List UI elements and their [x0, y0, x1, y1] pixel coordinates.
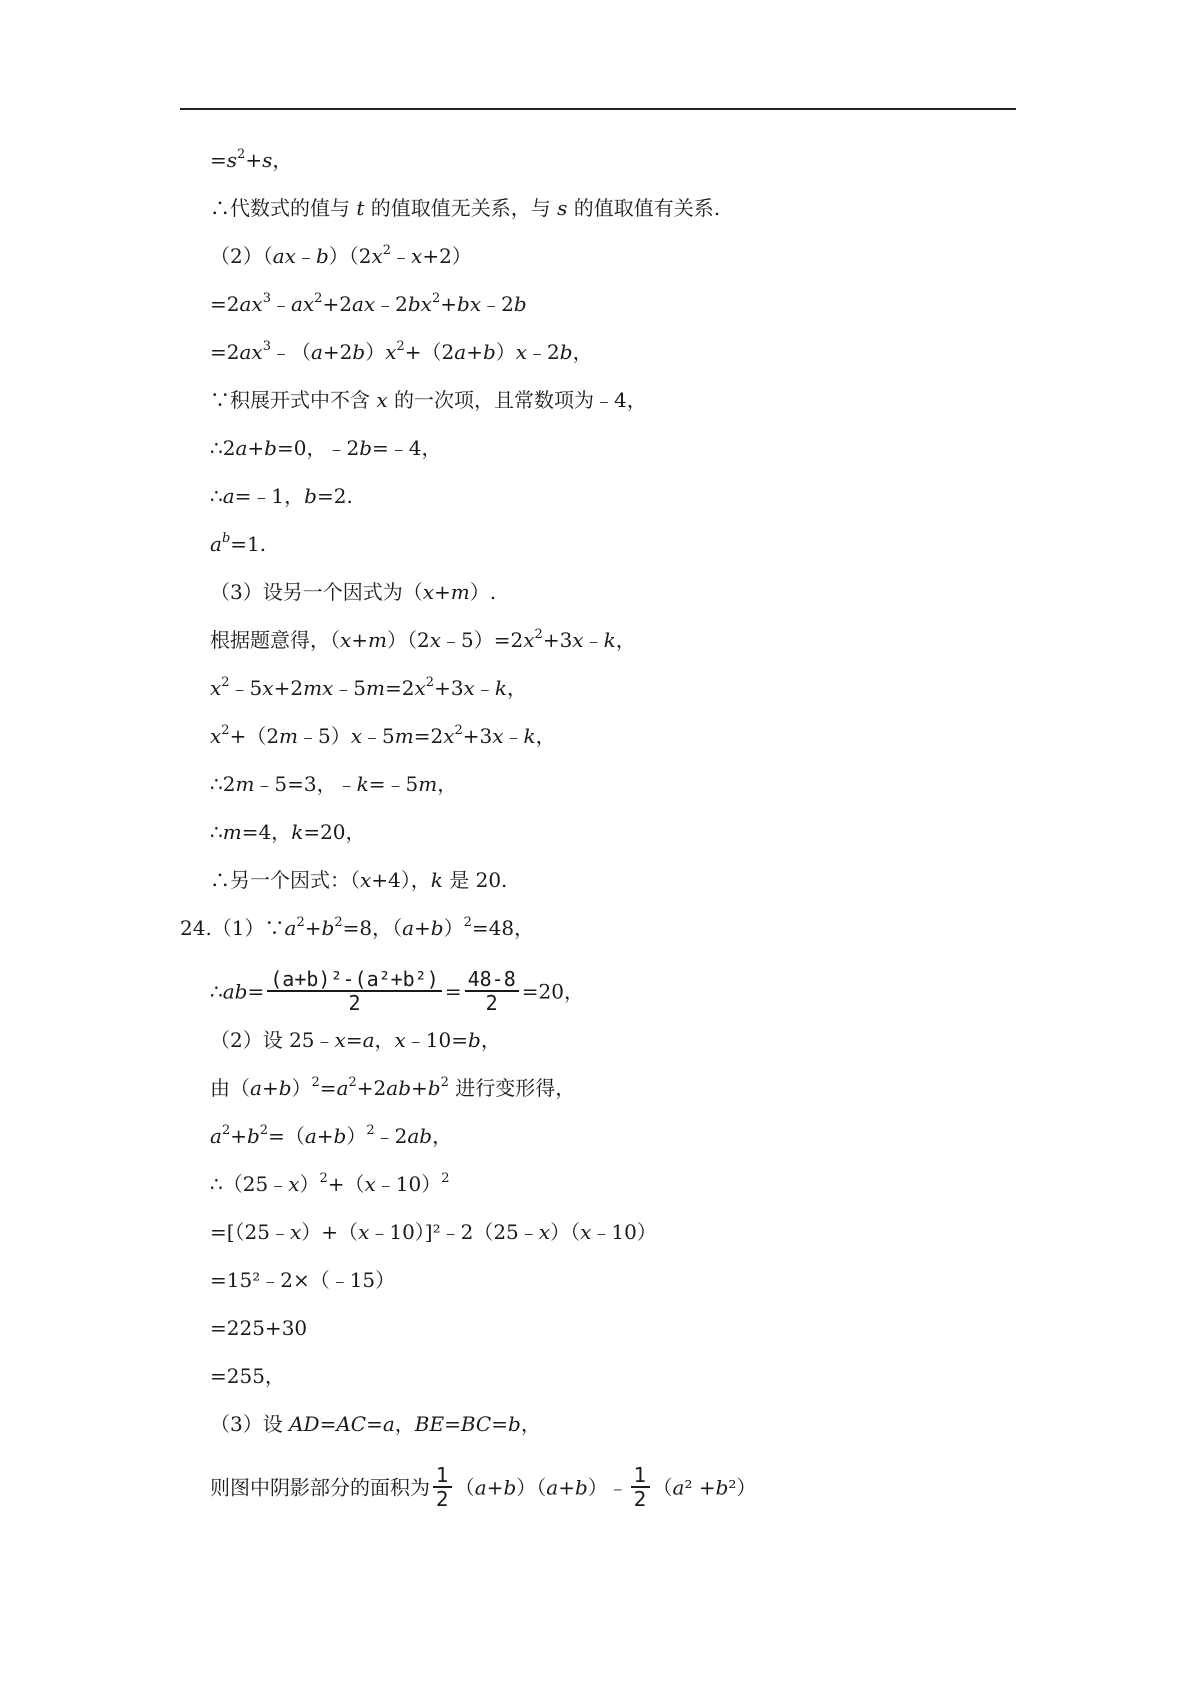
text-segment: =: [319, 1412, 337, 1436]
text-segment: x: [364, 1172, 376, 1196]
text-segment: s: [557, 196, 568, 220]
fraction: [433, 1464, 452, 1510]
fraction: [631, 1464, 650, 1510]
text-line: [210, 866, 507, 894]
text-segment: =8，（: [342, 916, 403, 940]
text-segment: ab: [407, 1124, 433, 1148]
text-segment: x: [422, 580, 435, 604]
text-segment: a: [310, 340, 323, 364]
text-segment: =4，: [241, 820, 292, 844]
text-segment: ax: [290, 292, 315, 316]
text-segment: k: [430, 868, 443, 892]
text-segment: BC: [460, 1412, 492, 1436]
superscript: b: [221, 531, 231, 546]
text-segment: +2: [322, 340, 353, 364]
text-segment: a: [546, 1475, 559, 1500]
text-line: [210, 722, 556, 750]
text-segment: bx: [407, 292, 432, 316]
text-line: [210, 770, 457, 798]
text-segment: ）+（: [301, 1220, 359, 1244]
fraction-denominator: 2: [485, 991, 498, 1015]
text-segment: b: [304, 484, 317, 508]
text-line: [210, 967, 584, 1016]
text-line: [210, 1074, 575, 1102]
text-segment: a: [672, 1475, 685, 1500]
text-segment: ﹣10）: [591, 1220, 657, 1244]
text-segment: ∴2: [210, 436, 236, 460]
text-segment: ）（: [550, 1220, 581, 1244]
superscript: 2: [237, 147, 246, 162]
text-line: [210, 290, 527, 318]
fraction-denominator: 2: [633, 1487, 647, 1511]
text-segment: ﹣5=3，﹣: [254, 772, 357, 796]
text-segment: x: [394, 1028, 406, 1052]
text-segment: x: [350, 724, 363, 748]
text-segment: +2: [356, 1076, 387, 1100]
text-segment: =0，﹣2: [276, 436, 360, 460]
text-segment: ）: [495, 340, 516, 364]
text-segment: ，: [437, 772, 458, 796]
text-segment: ﹣10）]²﹣2（25﹣: [369, 1220, 539, 1244]
text-segment: +: [558, 1475, 575, 1500]
text-segment: b: [574, 1475, 588, 1500]
text-segment: b: [482, 340, 496, 364]
superscript: 2: [382, 243, 392, 258]
superscript: 2: [463, 915, 472, 930]
text-segment: =20，: [303, 820, 366, 844]
text-line: [210, 1266, 395, 1294]
superscript: 2: [259, 1123, 269, 1138]
text-segment: ∵积展开式中不含: [210, 388, 377, 412]
text-segment: =20，: [521, 979, 584, 1004]
fraction-denominator: 2: [436, 1487, 449, 1511]
text-segment: 是 20.: [442, 868, 508, 892]
text-segment: +3: [462, 724, 493, 748]
text-segment: b: [468, 1028, 481, 1052]
text-segment: ²）: [728, 1475, 757, 1500]
text-line: [210, 338, 593, 366]
text-segment: +: [351, 628, 369, 652]
text-segment: m: [418, 772, 438, 796]
text-segment: ﹣5: [229, 676, 263, 700]
text-segment: ）﹣: [587, 1475, 628, 1500]
text-segment: ，: [535, 724, 556, 748]
text-segment: ﹣10=: [405, 1028, 469, 1052]
fraction-denominator: 2: [348, 991, 361, 1015]
text-segment: x: [340, 628, 352, 652]
text-segment: b: [427, 1076, 441, 1100]
text-segment: a: [336, 1076, 349, 1100]
text-segment: b: [246, 1124, 260, 1148]
text-segment: +: [261, 1076, 279, 1100]
text-segment: +: [247, 436, 265, 460]
text-line: [210, 482, 353, 510]
text-segment: m: [222, 820, 242, 844]
text-segment: b: [333, 1124, 347, 1148]
superscript: 2: [221, 1123, 231, 1138]
text-segment: =2: [413, 724, 444, 748]
text-segment: a: [382, 1412, 395, 1436]
text-segment: a: [210, 1124, 222, 1148]
text-segment: ）: [291, 1076, 312, 1100]
text-segment: ﹣5）: [298, 724, 351, 748]
text-segment: x: [210, 676, 222, 700]
text-segment: +2: [273, 676, 304, 700]
text-segment: x: [290, 1220, 302, 1244]
fraction: [465, 968, 519, 1014]
text-segment: x: [463, 676, 475, 700]
text-segment: b: [503, 1475, 517, 1500]
superscript: 2: [221, 723, 230, 738]
text-segment: +: [440, 292, 458, 316]
text-segment: ∴: [210, 979, 223, 1004]
superscript: 2: [221, 675, 230, 690]
text-segment: =2: [210, 292, 240, 316]
text-segment: x: [262, 676, 274, 700]
text-segment: =﹣4，: [372, 436, 442, 460]
text-segment: =（: [268, 1124, 305, 1148]
superscript: 2: [441, 1171, 450, 1186]
text-segment: 进行变形得，: [448, 1076, 576, 1100]
text-segment: 则图中阴影部分的面积为: [210, 1475, 430, 1500]
text-segment: ax: [351, 292, 376, 316]
text-segment: ∴: [210, 820, 223, 844]
superscript: 2: [366, 1123, 375, 1138]
text-segment: bx: [457, 292, 482, 316]
text-segment: BE: [414, 1412, 445, 1436]
superscript: 2: [440, 1075, 449, 1090]
text-segment: =: [319, 1076, 337, 1100]
superscript: 2: [311, 1075, 320, 1090]
superscript: 3: [262, 339, 271, 354]
text-segment: +: [316, 1124, 334, 1148]
text-segment: b: [352, 340, 366, 364]
text-line: [210, 1314, 307, 1342]
superscript: 2: [534, 627, 543, 642]
text-segment: =48，: [471, 916, 535, 940]
text-segment: m: [279, 724, 299, 748]
text-segment: +: [486, 1475, 504, 1500]
text-segment: x: [572, 628, 584, 652]
text-segment: ﹣2: [481, 292, 514, 316]
text-segment: ，: [506, 676, 527, 700]
text-segment: m: [368, 628, 388, 652]
header-rule: [180, 108, 1016, 110]
text-segment: x: [492, 724, 504, 748]
text-segment: +3: [542, 628, 573, 652]
text-segment: +2）: [422, 244, 472, 268]
text-segment: +4），: [371, 868, 431, 892]
text-segment: x: [414, 676, 426, 700]
text-segment: =﹣5: [368, 772, 419, 796]
text-segment: ，: [394, 1412, 415, 1436]
superscript: 2: [454, 723, 463, 738]
superscript: 2: [314, 291, 323, 306]
text-line: [210, 434, 441, 462]
text-segment: +: [411, 1076, 428, 1100]
text-line: [210, 1463, 757, 1512]
text-segment: ² +: [684, 1475, 716, 1500]
text-segment: 24.（1）∵: [180, 916, 285, 940]
text-segment: +: [434, 580, 451, 604]
text-line: [210, 1026, 501, 1054]
text-segment: ﹣（: [270, 340, 311, 364]
text-segment: m: [235, 772, 255, 796]
text-segment: 根据题意得，（: [210, 628, 340, 652]
text-segment: ﹣: [583, 628, 604, 652]
fraction-numerator: 48-8: [465, 968, 519, 992]
text-segment: ）: [365, 340, 386, 364]
text-segment: +: [414, 916, 431, 940]
text-segment: ﹣2: [527, 340, 560, 364]
text-segment: ﹣: [270, 292, 291, 316]
text-segment: a: [250, 1076, 262, 1100]
text-segment: x: [360, 868, 372, 892]
text-segment: +2: [322, 292, 352, 316]
text-segment: =: [345, 1028, 363, 1052]
text-segment: k: [356, 772, 369, 796]
text-segment: x: [429, 628, 442, 652]
text-segment: ﹣2: [375, 292, 408, 316]
text-segment: +（2: [229, 724, 280, 748]
text-segment: =: [247, 979, 265, 1004]
text-line: [210, 242, 472, 270]
text-segment: ﹣: [474, 676, 495, 700]
superscript: 2: [396, 339, 405, 354]
text-segment: mx: [303, 676, 334, 700]
text-segment: x: [288, 1172, 300, 1196]
text-segment: =: [444, 979, 462, 1004]
fraction-numerator: 1: [433, 1464, 452, 1488]
text-segment: 的一次项，且常数项为﹣4，: [387, 388, 647, 412]
text-line: [210, 1410, 541, 1438]
text-segment: x: [443, 724, 455, 748]
text-segment: a: [474, 1475, 487, 1500]
text-segment: ∴: [210, 484, 223, 508]
text-segment: ﹣5: [362, 724, 395, 748]
text-segment: m: [450, 580, 470, 604]
text-segment: =: [491, 1412, 508, 1436]
text-line: [210, 530, 266, 558]
text-segment: a: [210, 532, 222, 556]
text-segment: x: [538, 1220, 551, 1244]
text-segment: k: [494, 676, 507, 700]
text-segment: b: [359, 436, 372, 460]
text-segment: ，: [272, 148, 293, 172]
text-segment: ）（2: [387, 628, 430, 652]
text-line: [210, 1170, 450, 1198]
text-segment: ∴另一个因式：（: [210, 868, 360, 892]
text-segment: ，: [480, 1028, 501, 1052]
text-segment: （: [652, 1475, 673, 1500]
superscript: 2: [425, 675, 435, 690]
text-segment: x: [523, 628, 535, 652]
text-segment: a: [222, 484, 235, 508]
text-segment: ）（2: [328, 244, 372, 268]
text-segment: =: [210, 148, 227, 172]
text-segment: b: [315, 244, 329, 268]
text-segment: （2）设 25﹣: [210, 1028, 335, 1052]
text-segment: x: [210, 724, 222, 748]
superscript: 2: [296, 915, 305, 930]
text-segment: b: [278, 1076, 292, 1100]
text-segment: b: [430, 916, 444, 940]
text-segment: =: [444, 1412, 461, 1436]
text-line: [210, 1122, 452, 1150]
text-segment: a: [284, 916, 297, 940]
text-segment: =[（25﹣: [210, 1220, 291, 1244]
text-segment: s: [226, 148, 238, 172]
text-segment: x: [515, 340, 528, 364]
text-segment: =255，: [210, 1364, 285, 1388]
text-segment: ）: [346, 1124, 367, 1148]
text-segment: ）: [299, 1172, 320, 1196]
fraction-numerator: (a+b)²-(a²+b²): [267, 968, 442, 992]
text-segment: a: [235, 436, 248, 460]
text-line: [210, 626, 636, 654]
text-segment: b: [264, 436, 277, 460]
text-segment: （: [454, 1475, 475, 1500]
text-segment: +: [466, 340, 483, 364]
text-segment: x: [371, 244, 383, 268]
text-segment: =225+30: [210, 1316, 308, 1340]
text-segment: ab: [222, 979, 248, 1004]
text-segment: ax: [272, 244, 296, 268]
text-segment: 由（: [210, 1076, 250, 1100]
text-segment: AD: [289, 1412, 320, 1436]
text-segment: ﹣2: [374, 1124, 408, 1148]
text-segment: ∴代数式的值与: [210, 196, 357, 220]
text-segment: b: [559, 340, 573, 364]
text-segment: k: [603, 628, 616, 652]
text-segment: ，: [432, 1124, 453, 1148]
text-segment: ）（: [516, 1475, 547, 1500]
text-segment: =﹣1，: [234, 484, 305, 508]
text-segment: b: [508, 1412, 521, 1436]
text-segment: x: [376, 388, 388, 412]
text-segment: s: [262, 148, 273, 172]
text-line: [210, 578, 496, 606]
text-segment: +: [304, 916, 322, 940]
text-segment: +（: [327, 1172, 365, 1196]
text-segment: =1.: [230, 532, 267, 556]
text-segment: m: [366, 676, 386, 700]
superscript: 2: [334, 915, 343, 930]
text-segment: ﹣10）: [375, 1172, 442, 1196]
text-segment: ，: [374, 1028, 395, 1052]
text-segment: a: [402, 916, 415, 940]
superscript: 2: [431, 291, 441, 306]
text-segment: a: [362, 1028, 375, 1052]
text-segment: b: [715, 1475, 729, 1500]
text-line: [180, 914, 534, 942]
text-line: [210, 194, 720, 222]
text-segment: a: [304, 1124, 317, 1148]
text-segment: k: [523, 724, 536, 748]
text-segment: =2: [385, 676, 415, 700]
text-segment: 的值取值无关系，与: [364, 196, 558, 220]
text-segment: +（2: [404, 340, 455, 364]
text-segment: ，: [520, 1412, 541, 1436]
text-line: [210, 1362, 285, 1390]
fraction: [267, 968, 442, 1014]
text-segment: x: [385, 340, 397, 364]
text-segment: =: [366, 1412, 383, 1436]
text-segment: ）.: [469, 580, 497, 604]
text-segment: 的值取值有关系.: [567, 196, 721, 220]
text-segment: +: [245, 148, 263, 172]
text-segment: ax: [239, 292, 263, 316]
text-segment: ﹣: [295, 244, 316, 268]
text-segment: ）: [443, 916, 464, 940]
text-segment: ﹣5: [333, 676, 367, 700]
text-segment: （3）设: [210, 1412, 290, 1436]
text-segment: =2: [210, 340, 240, 364]
text-segment: =15²﹣2×（﹣15）: [210, 1268, 396, 1292]
text-segment: ﹣5）=2: [441, 628, 524, 652]
text-line: [210, 818, 366, 846]
text-segment: t: [356, 196, 365, 220]
superscript: 3: [262, 291, 271, 306]
text-segment: k: [291, 820, 304, 844]
text-segment: ，: [615, 628, 636, 652]
text-segment: （2）（: [210, 244, 273, 268]
text-segment: ab: [386, 1076, 411, 1100]
text-segment: +3: [434, 676, 464, 700]
text-segment: ax: [239, 340, 263, 364]
text-segment: AC: [336, 1412, 367, 1436]
text-segment: ∴（25﹣: [210, 1172, 289, 1196]
text-segment: x: [358, 1220, 370, 1244]
text-segment: b: [321, 916, 335, 940]
text-line: [210, 674, 527, 702]
text-line: [210, 386, 647, 414]
superscript: 2: [348, 1075, 357, 1090]
text-segment: ﹣: [391, 244, 412, 268]
text-segment: =2.: [316, 484, 353, 508]
text-segment: b: [513, 292, 527, 316]
superscript: 2: [319, 1171, 328, 1186]
text-segment: ∴2: [210, 772, 236, 796]
text-segment: x: [580, 1220, 592, 1244]
text-segment: a: [454, 340, 467, 364]
text-line: [210, 1218, 657, 1246]
text-segment: x: [411, 244, 423, 268]
text-segment: （3）设另一个因式为（: [210, 580, 423, 604]
text-segment: x: [334, 1028, 346, 1052]
text-segment: m: [394, 724, 414, 748]
text-segment: ，: [572, 340, 593, 364]
text-line: [210, 146, 292, 174]
fraction-numerator: 1: [631, 1464, 650, 1488]
text-segment: ﹣: [503, 724, 524, 748]
text-segment: +: [230, 1124, 247, 1148]
